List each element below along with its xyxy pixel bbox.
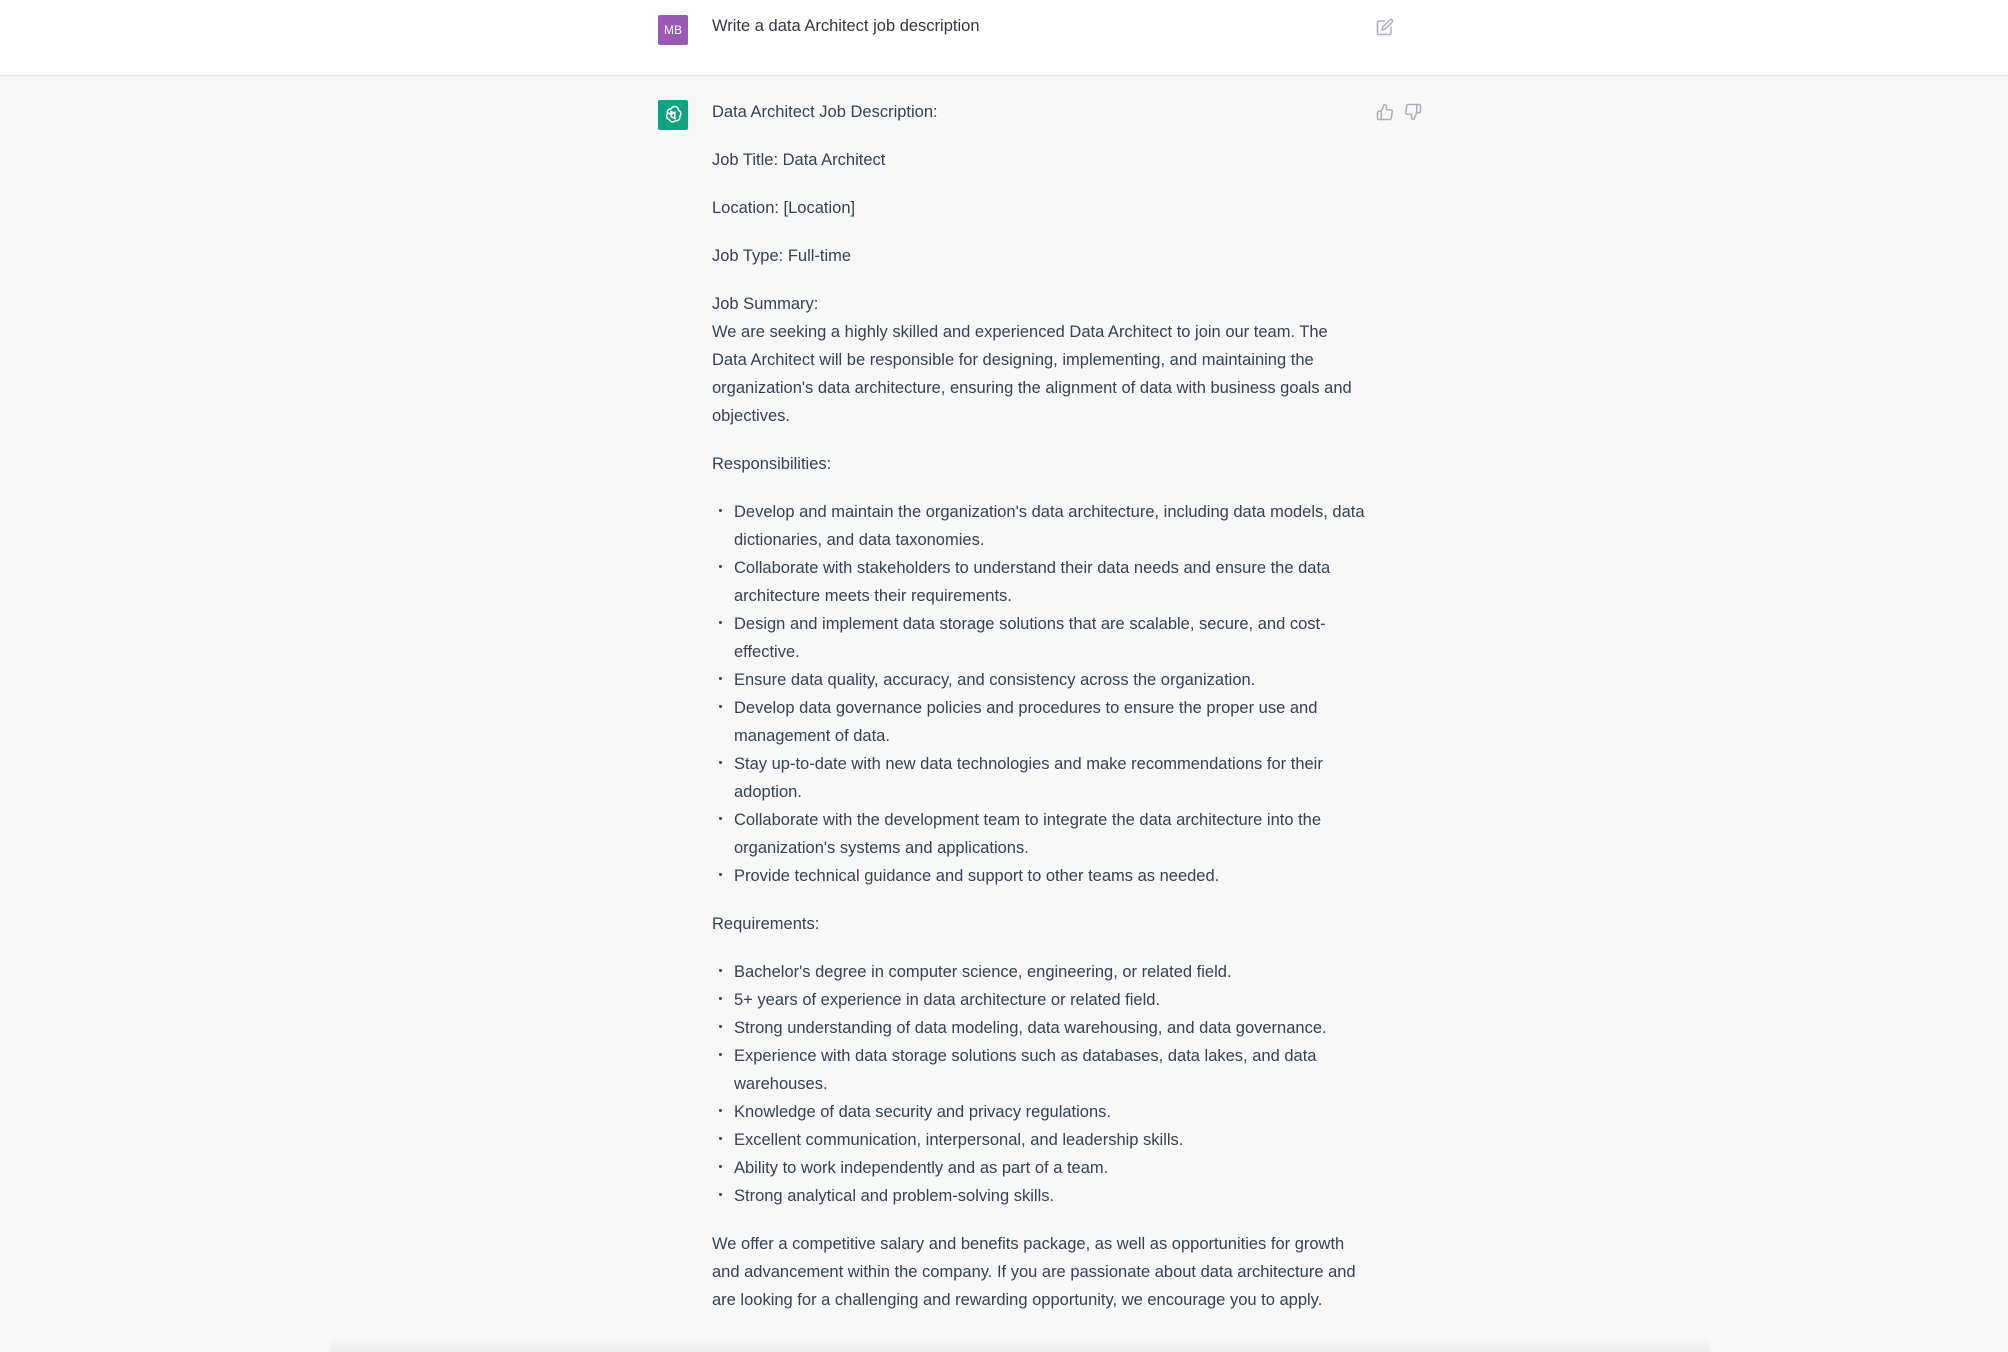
closing-paragraph: We offer a competitive salary and benefits package, as well as opportunities for growth and advancement within the company. If you are passionate about data architecture and are looking for a challenging and rewarding opportunity, we encourage you to apply. xyxy=(712,1235,1356,1309)
requirements-list xyxy=(712,958,1367,1210)
response-heading: Data Architect Job Description: xyxy=(712,103,938,121)
list-item: Stay up-to-date with new data technologies and make recommendations for their adoption. xyxy=(712,750,1367,806)
list-item: Experience with data storage solutions such as databases, data lakes, and data warehouses. xyxy=(712,1042,1367,1098)
thumbs-up-icon[interactable] xyxy=(1376,103,1394,121)
responsibilities-list xyxy=(712,498,1367,890)
assistant-message-content xyxy=(712,98,1367,1334)
user-message-row xyxy=(0,0,2008,76)
list-item: Strong analytical and problem-solving skills. xyxy=(712,1182,1367,1210)
requirements-label: Requirements: xyxy=(712,915,820,933)
list-item: Provide technical guidance and support to other teams as needed. xyxy=(712,862,1367,890)
thumbs-down-icon[interactable] xyxy=(1404,103,1422,121)
user-message-text: Write a data Architect job description xyxy=(712,17,980,35)
list-item: Collaborate with the development team to integrate the data architecture into the organization's systems and applications. xyxy=(712,806,1367,862)
bottom-fade xyxy=(330,1336,1710,1352)
list-item: Develop data governance policies and procedures to ensure the proper use and management of data. xyxy=(712,694,1367,750)
list-item: Bachelor's degree in computer science, engineering, or related field. xyxy=(712,958,1367,986)
responsibilities-label: Responsibilities: xyxy=(712,455,832,473)
list-item: Design and implement data storage solutions that are scalable, secure, and cost-effective. xyxy=(712,610,1367,666)
list-item: Ability to work independently and as part of a team. xyxy=(712,1154,1367,1182)
assistant-message-row xyxy=(0,76,2008,1352)
job-summary xyxy=(712,290,1367,430)
job-summary-text: We are seeking a highly skilled and experienced Data Architect to join our team. The Data Architect will be responsible for designing, implementing, and maintaining the organization's data architecture, ensuring the alignment of data with business goals and objectives. xyxy=(712,323,1352,425)
list-item: Strong understanding of data modeling, data warehousing, and data governance. xyxy=(712,1014,1367,1042)
user-avatar: MB xyxy=(658,15,688,45)
list-item: Knowledge of data security and privacy regulations. xyxy=(712,1098,1367,1126)
list-item: Ensure data quality, accuracy, and consistency across the organization. xyxy=(712,666,1367,694)
list-item: Collaborate with stakeholders to understand their data needs and ensure the data architecture meets their requirements. xyxy=(712,554,1367,610)
openai-logo-icon xyxy=(662,104,684,126)
list-item: 5+ years of experience in data architecture or related field. xyxy=(712,986,1367,1014)
job-summary-label: Job Summary: xyxy=(712,295,819,313)
list-item: Excellent communication, interpersonal, and leadership skills. xyxy=(712,1126,1367,1154)
job-type-line: Job Type: Full-time xyxy=(712,247,852,265)
job-title-line: Job Title: Data Architect xyxy=(712,151,886,169)
list-item: Develop and maintain the organization's data architecture, including data models, data dictionaries, and data taxonomies. xyxy=(712,498,1367,554)
assistant-avatar xyxy=(658,100,688,130)
edit-icon[interactable] xyxy=(1376,18,1394,36)
location-line: Location: [Location] xyxy=(712,199,856,217)
